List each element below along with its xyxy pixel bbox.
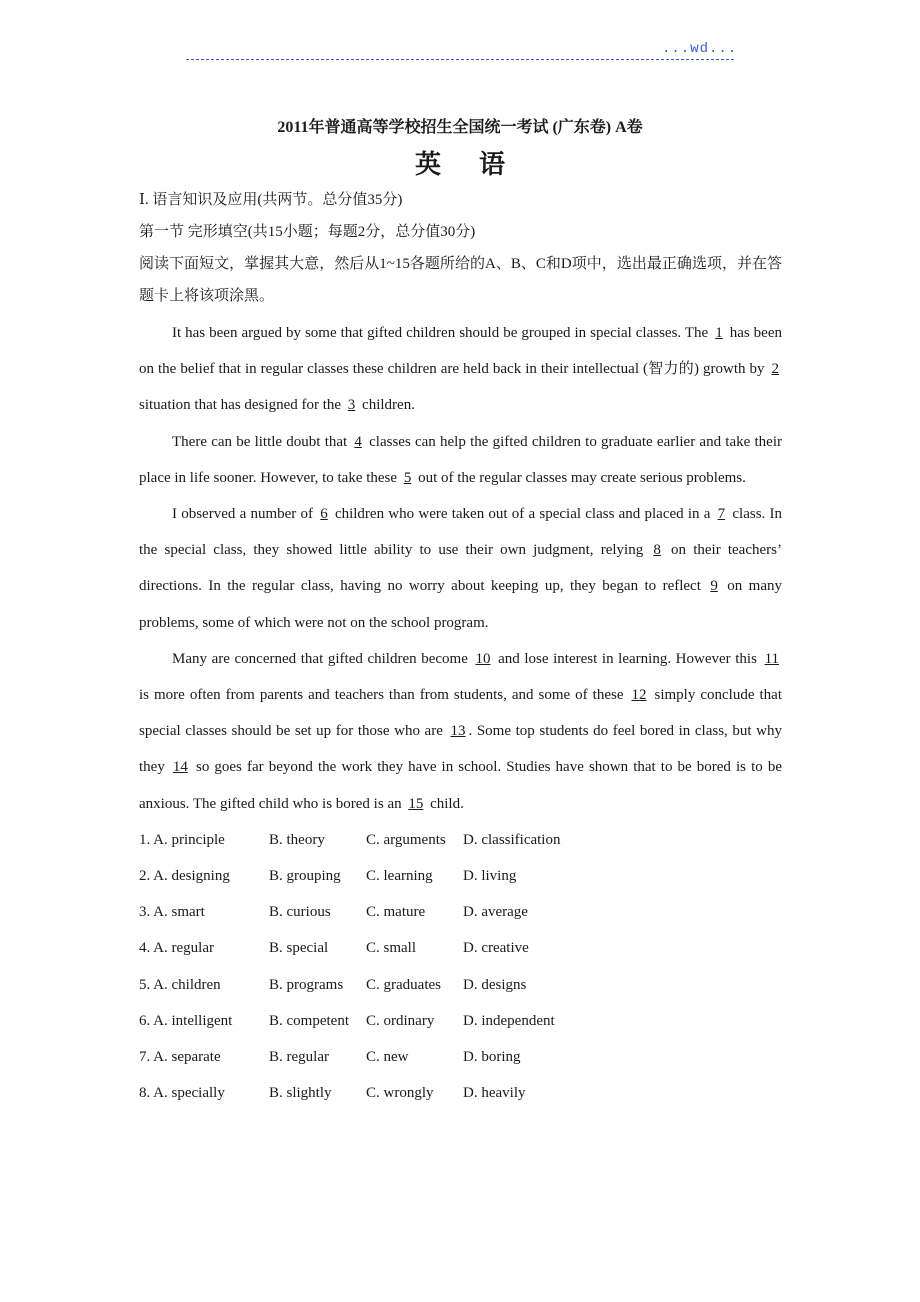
- passage-text: has been on the belief that in regular classes these children are held back in their intellectual (智力的) growth by: [139, 325, 782, 378]
- option-c: C. small: [366, 940, 417, 957]
- exam-title: 2011年普通高等学校招生全国统一考试 (广东卷) A卷: [277, 119, 643, 136]
- option-row-7: [139, 1039, 782, 1075]
- option-a: 1. A. principle: [139, 831, 225, 848]
- instructions: 阅读下面短文，掌握其大意，然后从1~15各题所给的A、B、C和D项中，选出最正确选项，并在答题卡上将该项涂黑。: [139, 256, 782, 304]
- option-b: B. grouping: [269, 868, 341, 885]
- option-b: B. curious: [269, 904, 331, 921]
- blank-14: 14: [172, 759, 188, 776]
- passage-text: It has been argued by some that gifted children should be grouped in special classes. The: [172, 325, 713, 341]
- passage-text: on their teachers’ directions. In the regular class, having no worry about keeping up, they began to reflect: [139, 542, 782, 595]
- passage-text: so goes far beyond the work they have in school. Studies have shown that to be bored is to be anxious. The gifted child who is bored is an: [139, 759, 782, 812]
- passage-text: children.: [358, 397, 415, 414]
- passage-text: out of the regular classes may create serious problems.: [414, 469, 746, 486]
- option-b: B. programs: [269, 976, 344, 993]
- option-d: D. living: [463, 868, 517, 885]
- passage-text: class. In the special class, they showed little ability to use their own judgment, relying: [139, 506, 782, 559]
- option-d: D. creative: [463, 940, 529, 957]
- option-b: B. competent: [269, 1012, 349, 1029]
- option-d: D. boring: [463, 1048, 521, 1065]
- passage-paragraph-4: [139, 641, 782, 822]
- passage-text: Many are concerned that gifted children become: [172, 650, 473, 667]
- blank-8: 8: [653, 542, 661, 559]
- blank-3: 3: [347, 397, 356, 414]
- option-c: C. new: [366, 1048, 409, 1065]
- passage-text: . Some top students do feel bored in class, but why they: [139, 723, 782, 776]
- option-d: D. independent: [463, 1012, 555, 1029]
- passage-text: simply conclude that special classes should be set up for those who are: [139, 687, 782, 740]
- option-a: 3. A. smart: [139, 904, 205, 921]
- option-a: 6. A. intelligent: [139, 1012, 233, 1029]
- blank-7: 7: [717, 506, 726, 523]
- passage-text: I observed a number of: [172, 506, 318, 523]
- passage-text: is more often from parents and teachers than from students, and some of these: [139, 687, 629, 704]
- header-mark: ...wd...: [662, 41, 738, 57]
- blank-10: 10: [475, 650, 491, 667]
- blank-4: 4: [354, 433, 362, 450]
- option-c: C. mature: [366, 904, 426, 921]
- passage-paragraph-3: [139, 496, 782, 641]
- option-b: B. special: [269, 940, 329, 957]
- option-row-2: [139, 858, 782, 894]
- blank-13: 13: [450, 723, 466, 740]
- blank-1: 1: [715, 325, 723, 341]
- section-sub-heading: 第一节 完形填空(共15小题；每题2分，总分值30分): [139, 224, 476, 240]
- blank-12: 12: [631, 687, 647, 704]
- option-a: 5. A. children: [139, 976, 221, 993]
- option-row-4: [139, 930, 782, 966]
- option-c: C. wrongly: [366, 1085, 434, 1102]
- passage-text: children who were taken out of a special class and placed in a: [330, 506, 715, 523]
- option-row-8: [139, 1075, 782, 1111]
- option-d: D. classification: [463, 831, 561, 848]
- section-part-heading: Ⅰ. 语言知识及应用(共两节。总分值35分): [139, 192, 403, 208]
- option-c: C. learning: [366, 868, 433, 885]
- document-body: [139, 184, 782, 1111]
- blank-6: 6: [320, 506, 328, 523]
- option-c: C. arguments: [366, 831, 446, 848]
- blank-11: 11: [764, 650, 780, 667]
- blank-15: 15: [408, 795, 424, 812]
- option-a: 2. A. designing: [139, 868, 230, 885]
- passage-paragraph-2: [139, 424, 782, 496]
- option-a: 7. A. separate: [139, 1048, 221, 1065]
- blank-2: 2: [771, 361, 779, 378]
- header-divider: [186, 59, 734, 60]
- option-row-3: [139, 894, 782, 930]
- option-a: 4. A. regular: [139, 940, 214, 957]
- blank-9: 9: [710, 578, 718, 595]
- passage-text: classes can help the gifted children to graduate earlier and take their place in life sooner. However, to take these: [139, 433, 782, 486]
- option-row-6: [139, 1003, 782, 1039]
- option-d: D. heavily: [463, 1085, 526, 1102]
- option-b: B. theory: [269, 831, 325, 848]
- option-row-1: [139, 822, 782, 858]
- option-c: C. graduates: [366, 976, 441, 993]
- option-a: 8. A. specially: [139, 1085, 225, 1102]
- option-row-5: [139, 967, 782, 1003]
- passage-text: child.: [426, 795, 464, 812]
- option-b: B. slightly: [269, 1085, 332, 1102]
- passage-paragraph-1: [139, 315, 782, 424]
- option-b: B. regular: [269, 1048, 329, 1065]
- subject-title: 英语: [414, 150, 543, 179]
- passage-text: and lose interest in learning. However this: [493, 650, 762, 667]
- passage-text: There can be little doubt that: [172, 433, 352, 450]
- option-d: D. designs: [463, 976, 527, 993]
- option-c: C. ordinary: [366, 1012, 435, 1029]
- answer-options: [139, 822, 782, 1112]
- option-d: D. average: [463, 904, 528, 921]
- blank-5: 5: [403, 469, 412, 486]
- passage-text: on many problems, some of which were not on the school program.: [139, 578, 782, 631]
- passage-text: situation that has designed for the: [139, 397, 345, 414]
